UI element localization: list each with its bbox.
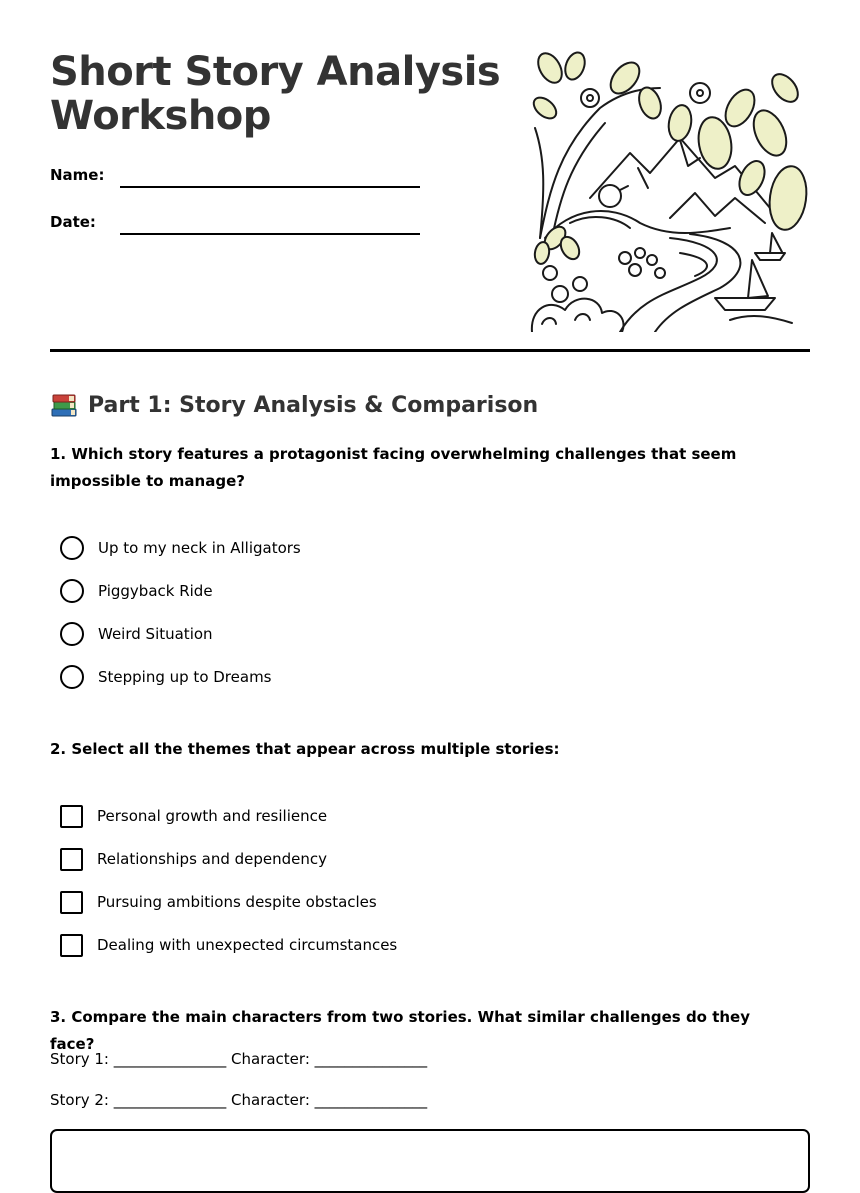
option-label: Stepping up to Dreams: [98, 668, 272, 686]
name-field[interactable]: [120, 186, 420, 188]
radio-button[interactable]: [60, 579, 84, 603]
page-title: Short Story Analysis Workshop: [50, 49, 501, 139]
option-label: Weird Situation: [98, 625, 213, 643]
name-label: Name:: [50, 166, 105, 184]
q1-option-3[interactable]: [60, 621, 213, 647]
q1-option-1[interactable]: [60, 535, 301, 561]
q1-option-4[interactable]: [60, 664, 272, 690]
books-icon: [50, 391, 78, 419]
header-divider: [50, 349, 810, 352]
nature-landscape-illustration: [530, 48, 812, 332]
part1-heading: [50, 388, 538, 422]
q2-option-3[interactable]: [60, 889, 377, 915]
q2-option-1[interactable]: [60, 803, 327, 829]
checkbox[interactable]: [60, 934, 83, 957]
story-2-line[interactable]: Story 2: _______________ Character: _______________: [50, 1091, 428, 1109]
q2-option-4[interactable]: [60, 932, 397, 958]
question-3: 3. Compare the main characters from two stories. What similar challenges do they face?: [50, 1008, 751, 1053]
part1-heading-text: Part 1: Story Analysis & Comparison: [88, 392, 539, 418]
date-label: Date:: [50, 213, 96, 231]
question-1: 1. Which story features a protagonist facing overwhelming challenges that seem impossible to manage?: [50, 445, 737, 490]
checkbox[interactable]: [60, 805, 83, 828]
option-label: Piggyback Ride: [98, 582, 213, 600]
answer-text-area[interactable]: [50, 1129, 810, 1193]
q1-option-2[interactable]: [60, 578, 213, 604]
story-1-line[interactable]: Story 1: _______________ Character: _______________: [50, 1050, 428, 1068]
radio-button[interactable]: [60, 622, 84, 646]
option-label: Up to my neck in Alligators: [98, 539, 301, 557]
question-2: 2. Select all the themes that appear across multiple stories:: [50, 740, 560, 758]
option-label: Pursuing ambitions despite obstacles: [97, 893, 377, 911]
date-field[interactable]: [120, 233, 420, 235]
q2-option-2[interactable]: [60, 846, 327, 872]
radio-button[interactable]: [60, 536, 84, 560]
option-label: Personal growth and resilience: [97, 807, 328, 825]
option-label: Relationships and dependency: [97, 850, 328, 868]
checkbox[interactable]: [60, 848, 83, 871]
option-label: Dealing with unexpected circumstances: [97, 936, 398, 954]
worksheet-page: [50, 0, 810, 1161]
checkbox[interactable]: [60, 891, 83, 914]
radio-button[interactable]: [60, 665, 84, 689]
